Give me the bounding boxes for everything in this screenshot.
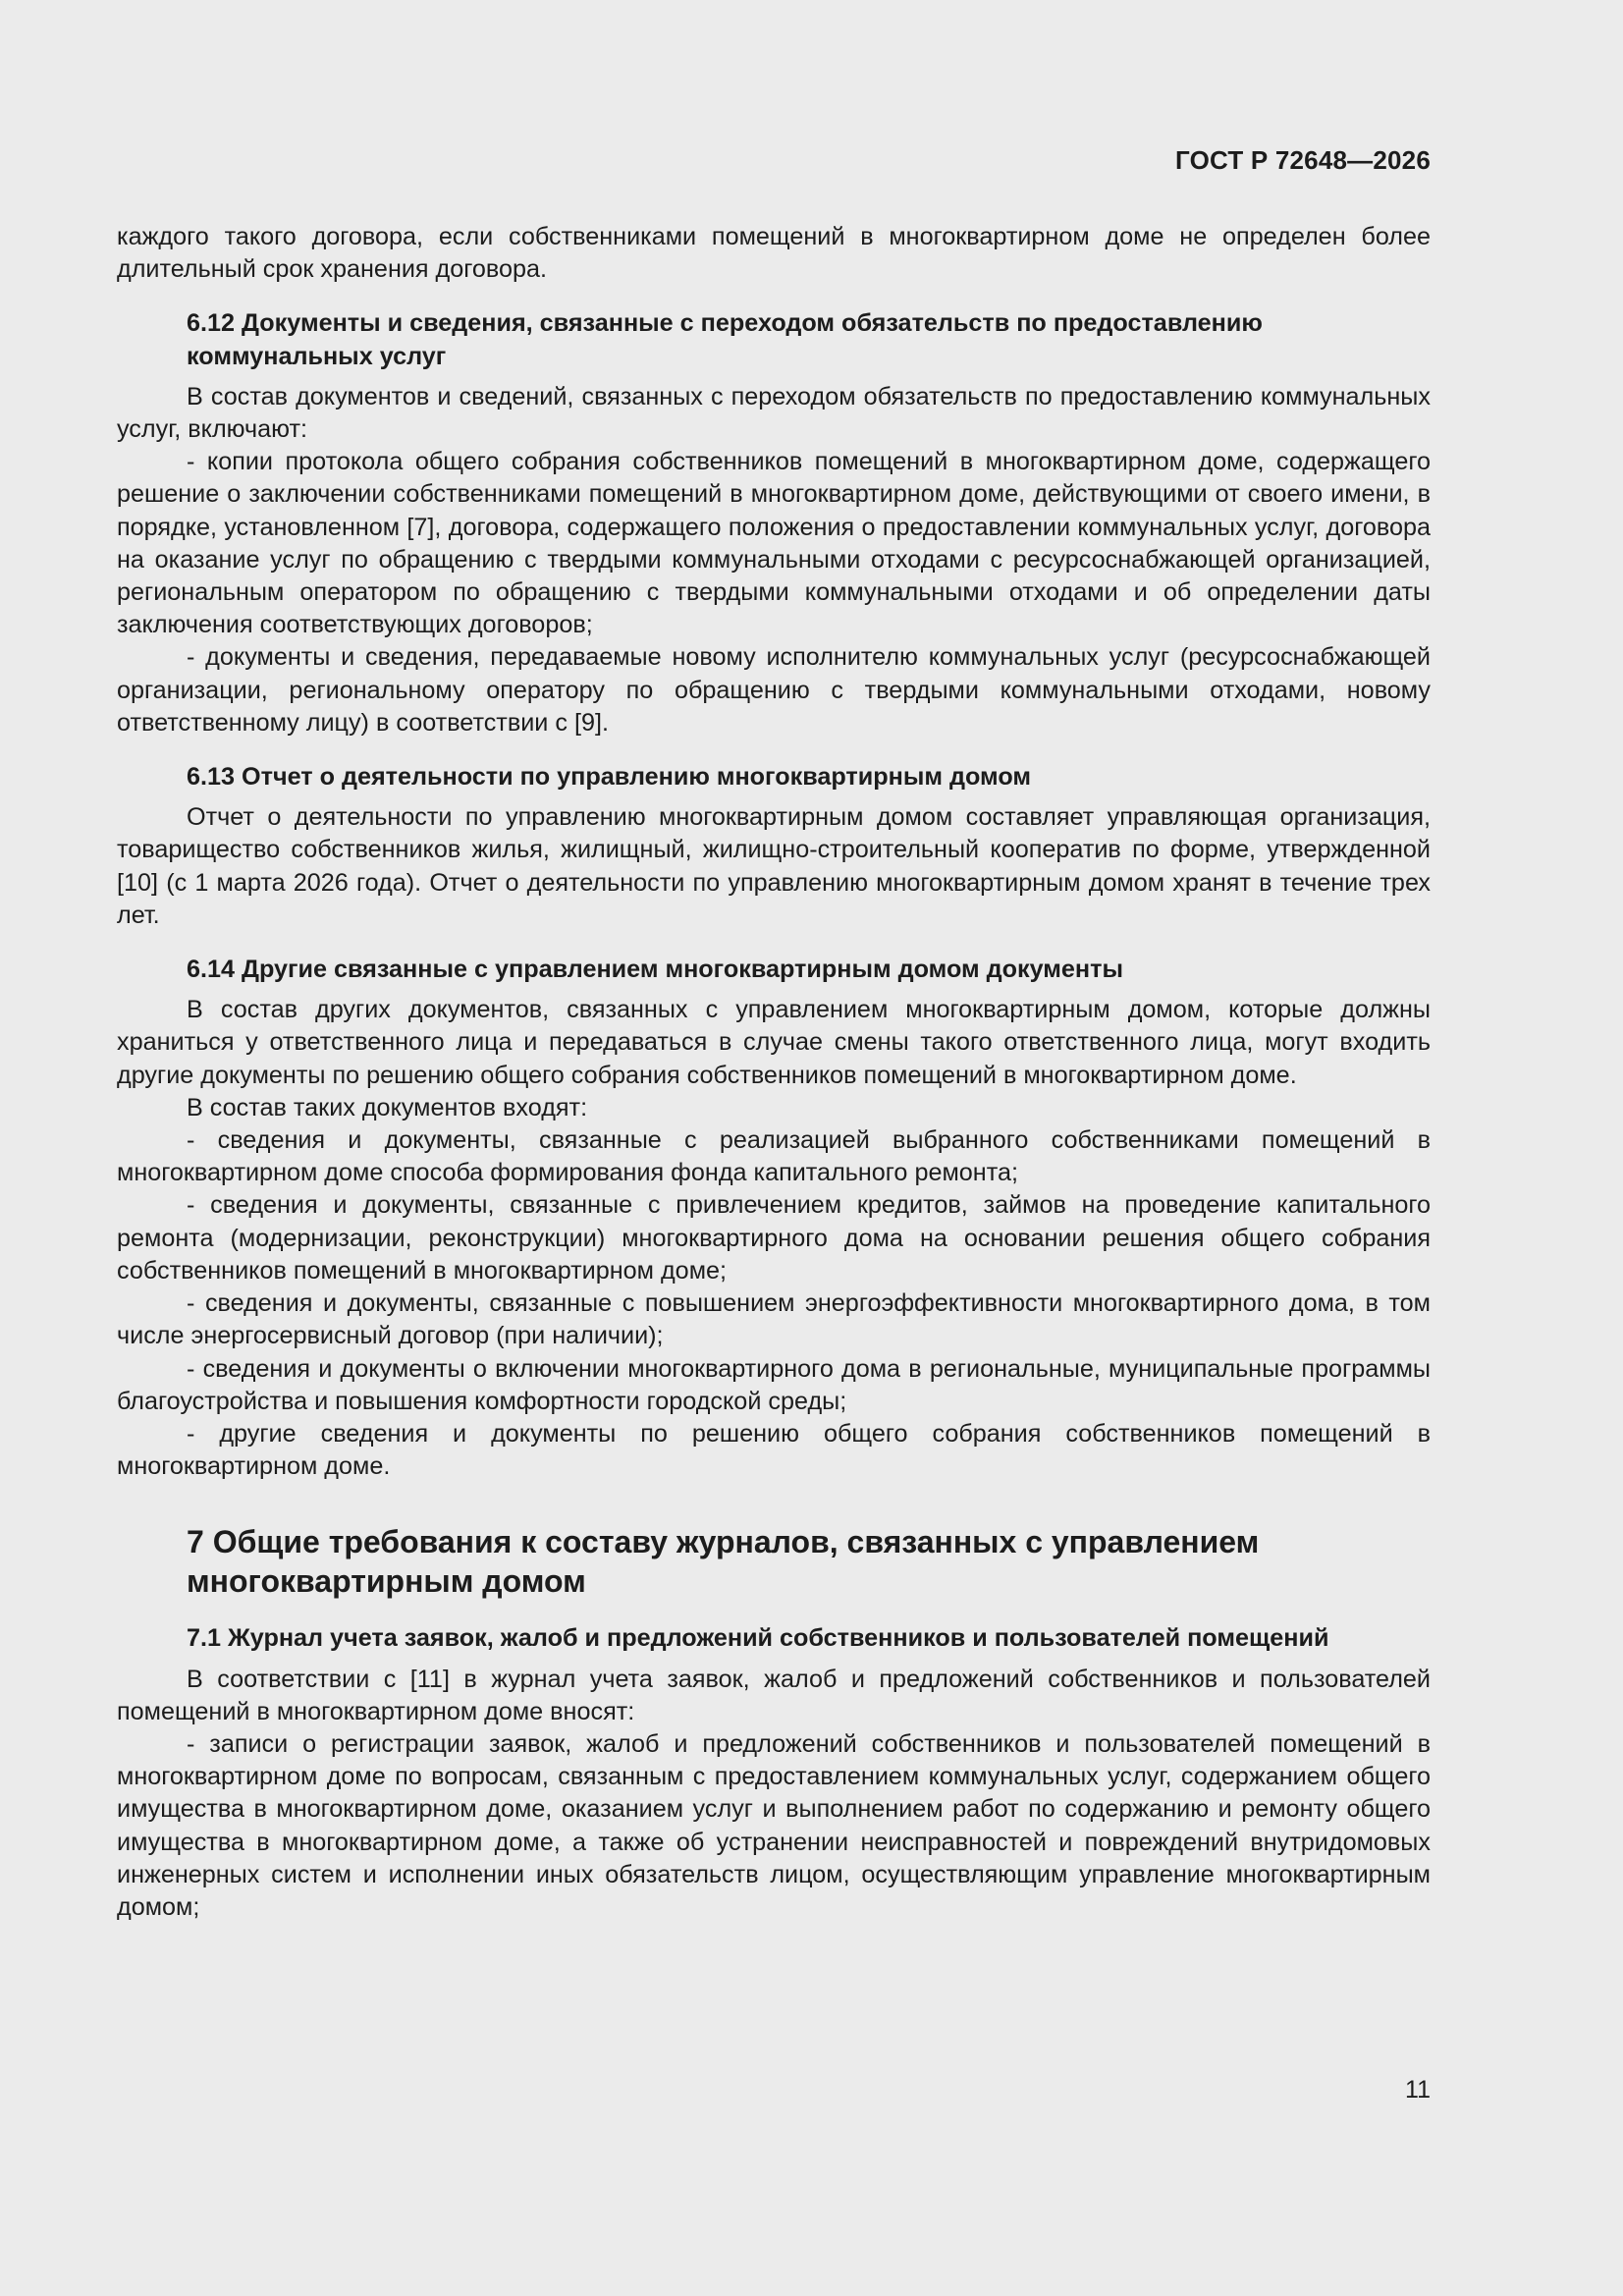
section-7-1-paragraph: В соответствии с [11] в журнал учета заявок, жалоб и предложений собственников и пользователей помещений в многоквартирном доме вносят: (117, 1665, 1431, 1725)
section-6-12-list-item-1: - копии протокола общего собрания собственников помещений в многоквартирном доме, содержащего решение о заключении собственниками помещений в многоквартирном доме, действующими от своего имени, в порядке, установленном [7], договора, содержащего положения о предоставлении коммунальных услуг, договора на оказание услуг по обращению с твердыми коммунальными отходами с ресурсоснабжающей организацией, региональным оператором по обращению с твердыми коммунальными отходами и об определении даты заключения соответствующих договоров; (117, 448, 1431, 639)
section-6-13-paragraph: Отчет о деятельности по управлению многоквартирным домом составляет управляющая организация, товарищество собственников жилья, жилищный, жилищно-строительный кооператив по форме, утвержденной [10] (с 1 марта 2026 года). Отчет о деятельности по управлению многоквартирным домом хранят в течение трех лет. (117, 803, 1431, 929)
intro-paragraph: каждого такого договора, если собственниками помещений в многоквартирном доме не определен более длительный срок хранения договора. (117, 223, 1431, 284)
section-6-14-list-item-2: - сведения и документы, связанные с привлечением кредитов, займов на проведение капитального ремонта (модернизации, реконструкции) многоквартирного дома на основании решения общего собрания собственников помещений в многоквартирном доме; (117, 1191, 1431, 1285)
section-7-heading: 7 Общие требования к составу журналов, связанных с управлением многоквартирным домом (187, 1524, 1260, 1600)
section-6-12-heading: 6.12 Документы и сведения, связанные с переходом обязательств по предоставлению коммунальных услуг (187, 309, 1263, 370)
section-6-14-list-item-4: - сведения и документы о включении многоквартирного дома в региональные, муниципальные программы благоустройства и повышения комфортности городской среды; (117, 1354, 1431, 1415)
section-6-12-paragraph: В состав документов и сведений, связанных с переходом обязательств по предоставлению коммунальных услуг, включают: (117, 382, 1431, 444)
document-body (117, 221, 1431, 1924)
section-6-13-heading: 6.13 Отчет о деятельности по управлению многоквартирным домом (187, 763, 1032, 792)
section-6-14-paragraph-1: В состав других документов, связанных с управлением многоквартирным домом, которые должны храниться у ответственного лица и передаваться в случае смены такого ответственного лица, могут входить другие документы по решению общего собрания собственников помещений в многоквартирном доме. (117, 996, 1431, 1089)
section-6-14-paragraph-2: В состав таких документов входят: (187, 1093, 588, 1121)
section-7-1-list-item-1: - записи о регистрации заявок, жалоб и предложений собственников и пользователей помещений в многоквартирном доме по вопросам, связанным с предоставлением коммунальных услуг, содержанием общего имущества в многоквартирном доме, оказанием услуг и выполнением работ по содержанию и ремонту общего имущества в многоквартирном доме, а также об устранении неисправностей и повреждений внутридомовых инженерных систем и исполнении иных обязательств лицом, осуществляющим управление многоквартирным домом; (117, 1729, 1431, 1921)
section-6-14-list-item-1: - сведения и документы, связанные с реализацией выбранного собственниками помещений в многоквартирном доме способа формирования фонда капитального ремонта; (117, 1126, 1431, 1187)
section-6-14-list-item-5: - другие сведения и документы по решению общего собрания собственников помещений в многоквартирном доме. (117, 1419, 1431, 1481)
page-number: 11 (1405, 2076, 1431, 2104)
section-6-12-list-item-2: - документы и сведения, передаваемые новому исполнителю коммунальных услуг (ресурсоснабжающей организации, региональному оператору по обращению с твердыми коммунальными отходами, новому ответственному лицу) в соответствии с [9]. (117, 643, 1431, 737)
standard-code-header: ГОСТ Р 72648—2026 (1175, 145, 1431, 175)
section-7-1-heading: 7.1 Журнал учета заявок, жалоб и предложений собственников и пользователей помещений (187, 1624, 1329, 1653)
section-6-14-heading: 6.14 Другие связанные с управлением многоквартирным домом документы (187, 956, 1123, 984)
section-6-14-list-item-3: - сведения и документы, связанные с повышением энергоэффективности многоквартирного дома, в том числе энергосервисный договор (при наличии); (117, 1289, 1431, 1350)
